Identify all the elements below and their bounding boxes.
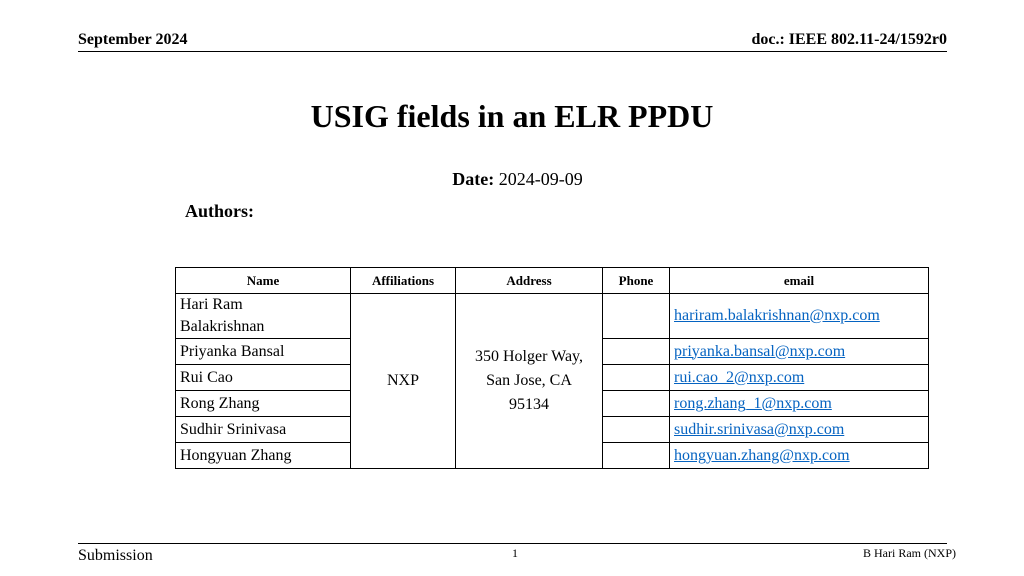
email-link[interactable]: priyanka.bansal@nxp.com xyxy=(670,339,929,365)
date-line xyxy=(0,169,1024,190)
page-number: 1 xyxy=(512,546,518,560)
author-name: Priyanka Bansal xyxy=(176,339,351,365)
author-name: Sudhir Srinivasa xyxy=(176,417,351,443)
address-line2: San Jose, CA xyxy=(486,372,572,389)
email-link[interactable]: hariram.balakrishnan@nxp.com xyxy=(670,294,929,339)
header-doc-id: doc.: IEEE 802.11-24/1592r0 xyxy=(751,31,947,48)
column-header-affiliations: Affiliations xyxy=(351,268,456,294)
address-cell xyxy=(456,294,603,469)
header-date: September 2024 xyxy=(78,31,188,48)
date-label: Date: xyxy=(452,169,495,189)
author-name-line1: Hari Ram xyxy=(180,296,243,313)
column-header-address: Address xyxy=(456,268,603,294)
author-name: Rui Cao xyxy=(176,365,351,391)
header-divider xyxy=(78,51,947,52)
author-name xyxy=(176,294,351,339)
footer-divider xyxy=(78,543,947,544)
column-header-phone: Phone xyxy=(603,268,670,294)
phone-cell xyxy=(603,294,670,339)
email-link[interactable]: rong.zhang_1@nxp.com xyxy=(670,391,929,417)
date-value: 2024-09-09 xyxy=(498,169,583,189)
phone-cell xyxy=(603,443,670,469)
footer-author: B Hari Ram (NXP) xyxy=(863,546,956,560)
page-title: USIG fields in an ELR PPDU xyxy=(310,98,714,134)
email-link[interactable]: sudhir.srinivasa@nxp.com xyxy=(670,417,929,443)
address-line1: 350 Holger Way, xyxy=(474,348,584,365)
authors-label: Authors: xyxy=(185,201,255,221)
table-row xyxy=(176,294,929,339)
email-link[interactable]: hongyuan.zhang@nxp.com xyxy=(670,443,929,469)
phone-cell xyxy=(603,391,670,417)
column-header-name: Name xyxy=(176,268,351,294)
email-link[interactable]: rui.cao_2@nxp.com xyxy=(670,365,929,391)
column-header-email: email xyxy=(670,268,929,294)
phone-cell xyxy=(603,417,670,443)
phone-cell xyxy=(603,365,670,391)
authors-table xyxy=(175,267,929,469)
author-name: Hongyuan Zhang xyxy=(176,443,351,469)
address-line3: 95134 xyxy=(509,396,549,413)
phone-cell xyxy=(603,339,670,365)
affiliation-cell: NXP xyxy=(351,294,456,469)
table-header-row xyxy=(176,268,929,294)
author-name-line2: Balakrishnan xyxy=(180,318,265,335)
author-name: Rong Zhang xyxy=(176,391,351,417)
footer-submission: Submission xyxy=(78,547,153,564)
